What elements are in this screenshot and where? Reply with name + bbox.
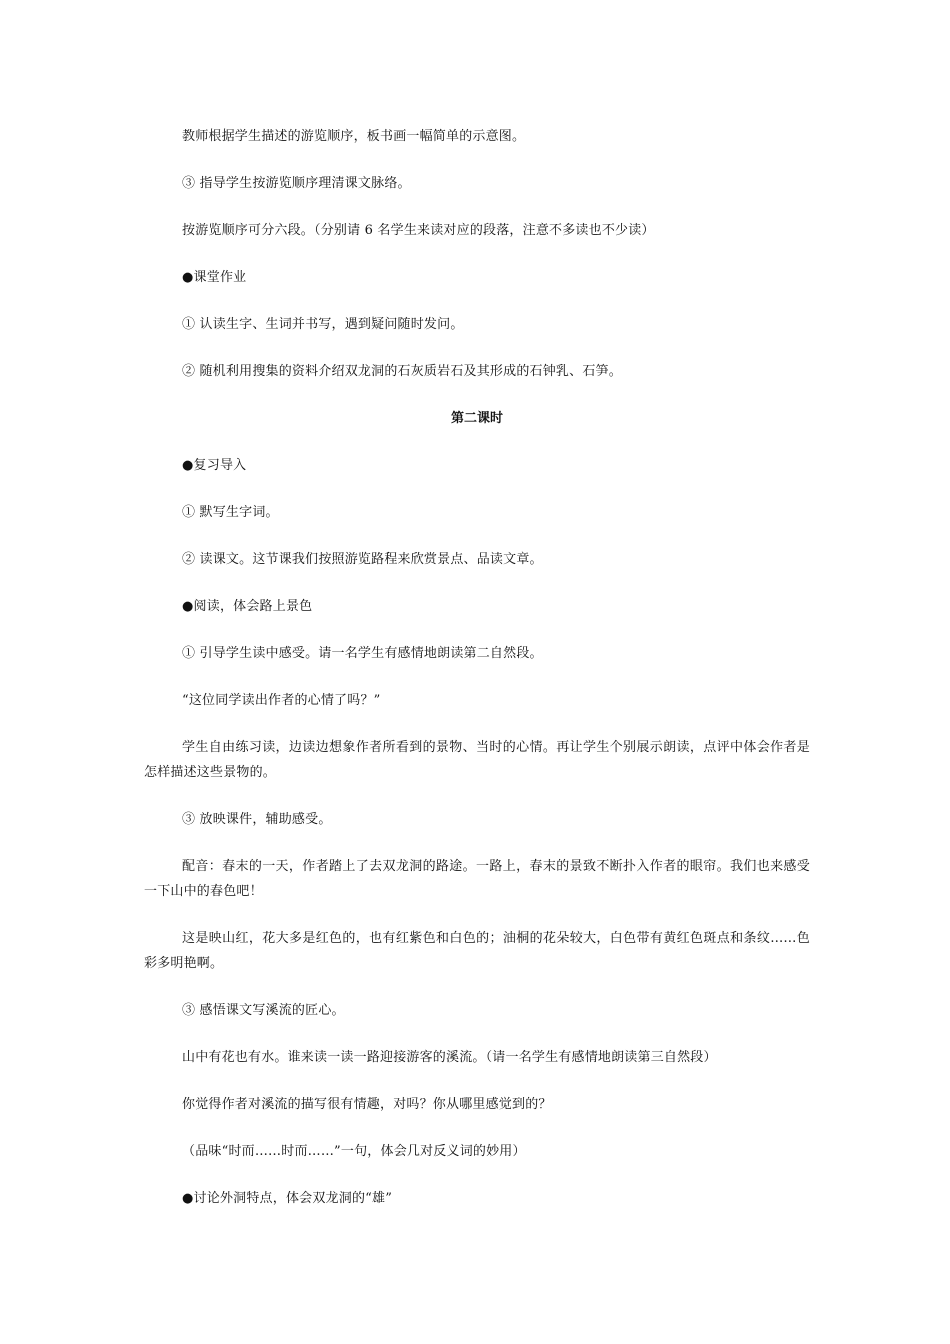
paragraph-step-3-order: ③ 指导学生按游览顺序理清课文脉络。 (182, 176, 411, 191)
paragraph-stream-craft: ③ 感悟课文写溪流的匠心。 (182, 1003, 345, 1018)
lesson-two-heading: 第二课时 (450, 411, 503, 426)
paragraph-antonyms: （品味“时而……时而……”一句，体会几对反义词的妙用） (182, 1144, 526, 1159)
paragraph-free-reading: 学生自由练习读，边读边想象作者所看到的景物、当时的心情。再让学生个别展示朗读，点评中体会作者是怎样描述这些景物的。 (144, 740, 810, 780)
paragraph-classwork-2: ② 随机利用搜集的资料介绍双龙洞的石灰质岩石及其形成的石钟乳、石笋。 (182, 364, 622, 379)
paragraph-stream-reading: 山中有花也有水。谁来读一读一路迎接游客的溪流。（请一名学生有感情地朗读第三自然段） (182, 1050, 717, 1065)
section-roadside-scenery: ●阅读，体会路上景色 (182, 599, 313, 614)
paragraph-review-1: ① 默写生字词。 (182, 505, 279, 520)
paragraph-six-sections: 按游览顺序可分六段。（分别请 6 名学生来读对应的段落，注意不多读也不少读） (182, 223, 655, 238)
section-outer-cave: ●讨论外洞特点，体会双龙洞的“雄” (182, 1191, 393, 1206)
paragraph-review-2: ② 读课文。这节课我们按照游览路程来欣赏景点、品读文章。 (182, 552, 543, 567)
paragraph-classwork-1: ① 认读生字、生词并书写，遇到疑问随时发问。 (182, 317, 464, 332)
section-classwork: ●课堂作业 (182, 270, 247, 285)
paragraph-guide-reading: ① 引导学生读中感受。请一名学生有感情地朗读第二自然段。 (182, 646, 543, 661)
paragraph-voiceover: 配音：春末的一天，作者踏上了去双龙洞的路途。一路上，春末的景致不断扑入作者的眼帘。我们也来感受一下山中的春色吧！ (144, 859, 810, 899)
section-review: ●复习导入 (182, 458, 247, 473)
paragraph-courseware: ③ 放映课件，辅助感受。 (182, 812, 332, 827)
paragraph-sketch-map: 教师根据学生描述的游览顺序，板书画一幅简单的示意图。 (182, 129, 526, 144)
paragraph-stream-question: 你觉得作者对溪流的描写很有情趣，对吗？你从哪里感觉到的？ (182, 1097, 552, 1112)
paragraph-question-feelings: “这位同学读出作者的心情了吗？” (182, 693, 381, 708)
paragraph-flowers: 这是映山红，花大多是红色的，也有红紫色和白色的；油桐的花朵较大，白色带有黄红色斑点和条纹……色彩多明艳啊。 (144, 931, 810, 971)
